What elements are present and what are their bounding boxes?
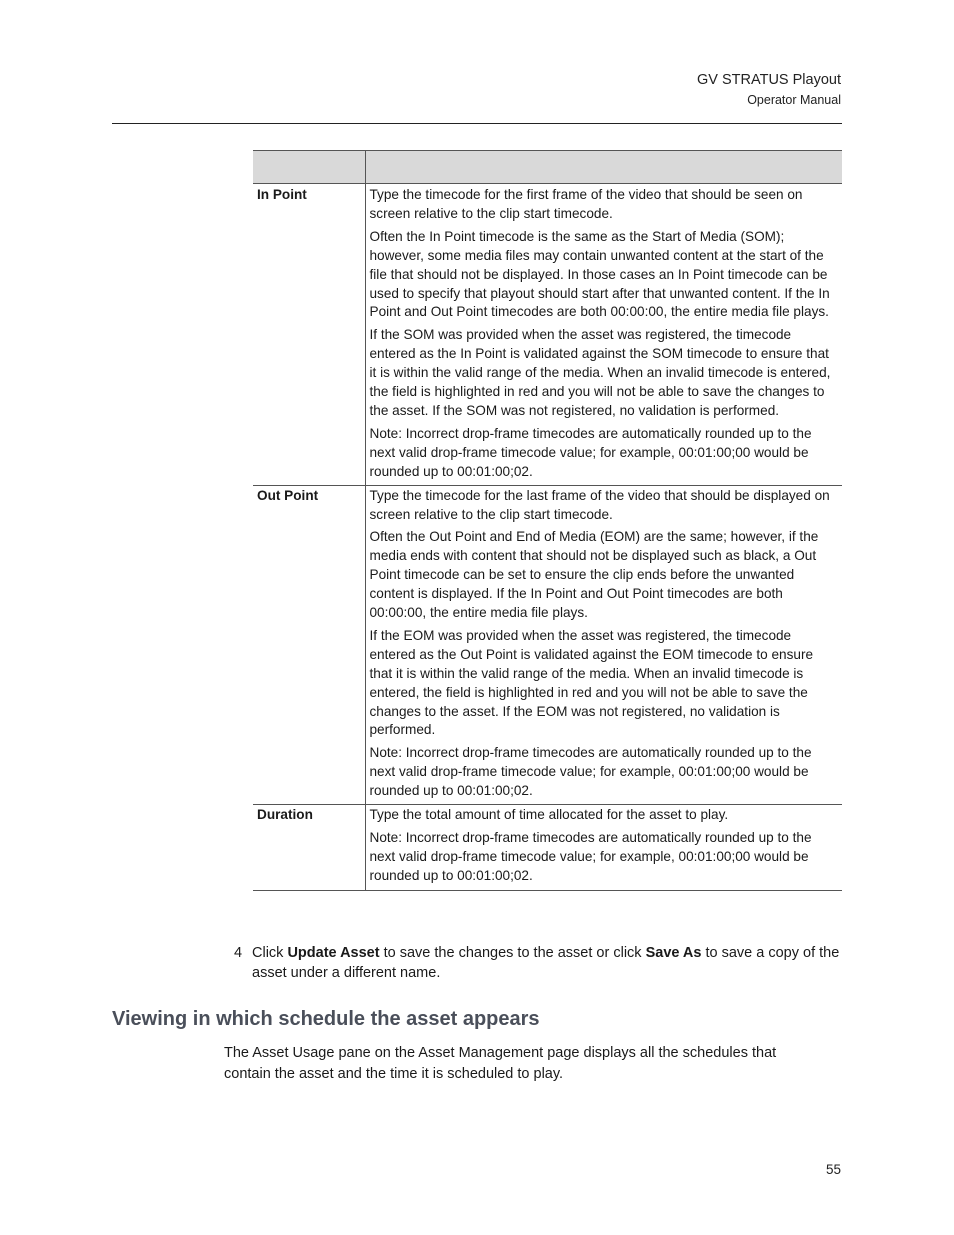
header-rule bbox=[112, 123, 842, 124]
header-product-name: GV STRATUS Playout bbox=[697, 72, 841, 88]
table-header-row bbox=[253, 151, 842, 184]
table-row bbox=[253, 805, 842, 891]
description-note: Note: Incorrect drop-frame timecodes are automatically rounded up to the next valid drop-frame timecode value; for example, 00:01:00;00 would be rounded up to 00:01:00;02. bbox=[369, 425, 812, 479]
table-row bbox=[253, 485, 842, 805]
procedure-step bbox=[234, 943, 844, 983]
running-header bbox=[697, 70, 841, 109]
step-text bbox=[252, 943, 844, 983]
description-paragraph: Type the total amount of time allocated for the asset to play. bbox=[369, 807, 729, 823]
parameter-description bbox=[365, 184, 842, 486]
section-paragraph: The Asset Usage pane on the Asset Management page displays all the schedules that contain the asset and the time it is scheduled to play. bbox=[224, 1045, 777, 1082]
description-note: Note: Incorrect drop-frame timecodes are automatically rounded up to the next valid drop-frame timecode value; for example, 00:01:00;00 would be rounded up to 00:01:00;02. bbox=[369, 830, 812, 883]
save-as-reference: Save As bbox=[645, 945, 702, 961]
description-paragraph: Often the In Point timecode is the same as the Start of Media (SOM); however, some media files may contain unwanted content at the start of the file that should not be displayed. In those cases an In Point timecode can be used to specify that playout should start after that unwanted content. If the In Point and Out Point timecodes are both 00:00:00, the entire media file plays. bbox=[369, 228, 830, 320]
section-heading: Viewing in which schedule the asset appears bbox=[112, 1008, 540, 1030]
description-paragraph: Often the Out Point and End of Media (EOM) are the same; however, if the media ends with content that should not be displayed such as black, a Out Point timecode can be set to ensure the clip ends before the unwanted content is displayed. If the In Point and Out Point timecodes are both 00:00:00, the entire media file plays. bbox=[369, 529, 819, 621]
page-number: 55 bbox=[825, 1162, 841, 1177]
parameter-description bbox=[365, 805, 842, 891]
table-row bbox=[253, 184, 842, 486]
step-text-part: to save a copy of the asset under a different name. bbox=[252, 945, 840, 981]
header-manual-name: Operator Manual bbox=[747, 93, 841, 107]
step-text-part: to save the changes to the asset or click bbox=[379, 945, 646, 961]
parameter-name: Out Point bbox=[253, 485, 365, 805]
description-paragraph: If the SOM was provided when the asset was registered, the timecode entered as the In Point is validated against the SOM timecode to ensure that it is within the valid range of the media. When an invalid timecode is entered, the field is highlighted in red and you will not be able to save the changes to the asset. If the SOM was not registered, no validation is performed. bbox=[369, 327, 831, 418]
description-paragraph: Type the timecode for the last frame of the video that should be displayed on screen relative to the clip start timecode. bbox=[369, 487, 830, 522]
parameter-description bbox=[365, 485, 842, 805]
parameter-name: Duration bbox=[253, 805, 365, 891]
update-asset-reference: Update Asset bbox=[287, 945, 380, 961]
step-number: 4 bbox=[234, 945, 243, 961]
parameter-name: In Point bbox=[253, 184, 365, 486]
parameter-table bbox=[253, 150, 842, 891]
description-paragraph: If the EOM was provided when the asset was registered, the timecode entered as the Out Point is validated against the EOM timecode to ensure that it is within the valid range of the media. When an invalid timecode is entered, the field is highlighted in red and you will not be able to save the changes to the asset. If the EOM was not registered, no validation is performed. bbox=[369, 627, 814, 738]
table-header-cell-description bbox=[365, 151, 842, 184]
description-paragraph: Type the timecode for the first frame of the video that should be seen on screen relative to the clip start timecode. bbox=[369, 187, 803, 221]
step-text-part: Click bbox=[252, 945, 288, 961]
description-note: Note: Incorrect drop-frame timecodes are automatically rounded up to the next valid drop-frame timecode value; for example, 00:01:00;00 would be rounded up to 00:01:00;02. bbox=[369, 745, 812, 799]
table-header-cell-name bbox=[253, 151, 365, 184]
